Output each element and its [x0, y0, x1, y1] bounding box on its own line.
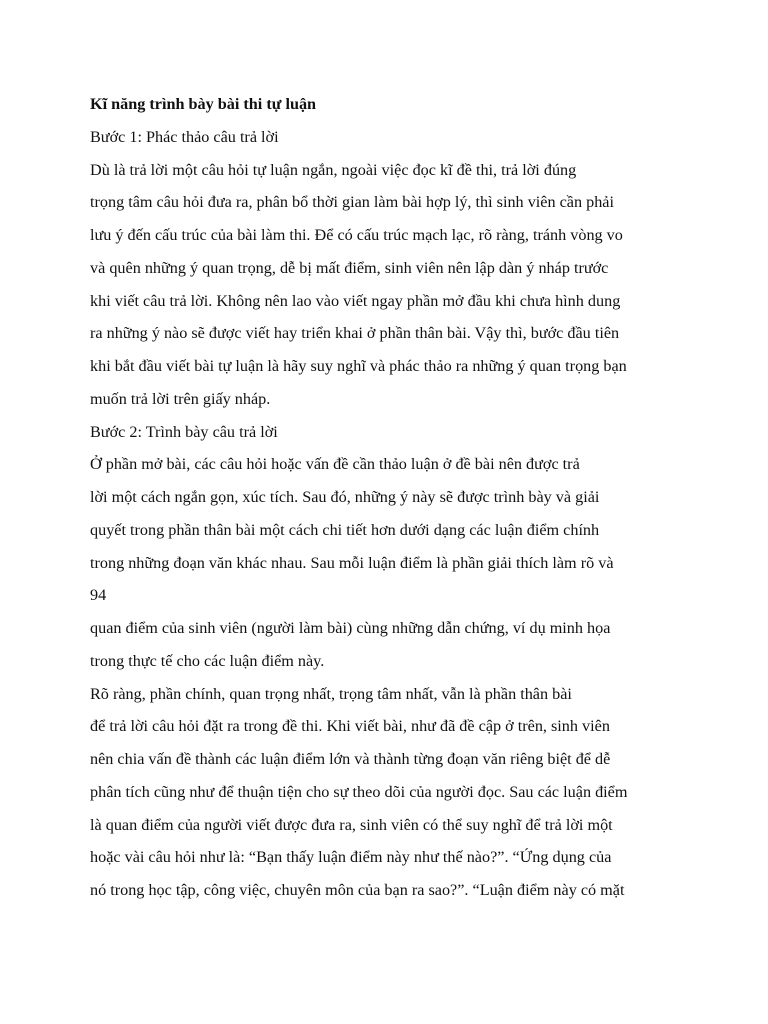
text-line: trọng tâm câu hỏi đưa ra, phân bổ thời gian làm bài hợp lý, thì sinh viên cần phải: [90, 193, 614, 212]
step-2-heading: Bước 2: Trình bày câu trả lời: [90, 422, 278, 441]
text-line: trong thực tế cho các luận điểm này.: [90, 651, 325, 670]
text-line: là quan điểm của người viết được đưa ra, sinh viên có thể suy nghĩ để trả lời một: [90, 815, 613, 834]
text-line: muốn trả lời trên giấy nháp.: [90, 389, 271, 408]
text-line: ra những ý nào sẽ được viết hay triển khai ở phần thân bài. Vậy thì, bước đầu tiên: [90, 324, 620, 343]
text-line: để trả lời câu hỏi đặt ra trong đề thi. Khi viết bài, như đã đề cập ở trên, sinh viên: [90, 717, 610, 736]
step-1-heading: Bước 1: Phác thảo câu trả lời: [90, 127, 279, 146]
text-line: khi bắt đầu viết bài tự luận là hãy suy nghĩ và phác thảo ra những ý quan trọng bạn: [90, 357, 627, 375]
text-line: quan điểm của sinh viên (người làm bài) cùng những dẫn chứng, ví dụ minh họa: [90, 619, 611, 637]
text-line: hoặc vài câu hỏi như là: “Bạn thấy luận điểm này như thế nào?”. “Ứng dụng của: [90, 848, 612, 867]
text-line: phân tích cũng như để thuận tiện cho sự theo dõi của người đọc. Sau các luận điểm: [90, 782, 628, 801]
text-line: nó trong học tập, công việc, chuyên môn của bạn ra sao?”. “Luận điểm này có mặt: [90, 881, 625, 899]
text-line: Dù là trả lời một câu hỏi tự luận ngắn, ngoài việc đọc kĩ đề thi, trả lời đúng: [90, 160, 577, 179]
text-line: lưu ý đến cấu trúc của bài làm thi. Để có cấu trúc mạch lạc, rõ ràng, tránh vòng vo: [90, 226, 623, 244]
document-title: Kĩ năng trình bày bài thi tự luận: [90, 95, 317, 113]
text-line: trong những đoạn văn khác nhau. Sau mỗi luận điểm là phần giải thích làm rõ và: [90, 553, 614, 572]
text-line: nên chia vấn đề thành các luận điểm lớn và thành từng đoạn văn riêng biệt để dễ: [90, 750, 611, 768]
text-line: quyết trong phần thân bài một cách chi tiết hơn dưới dạng các luận điểm chính: [90, 520, 600, 539]
text-line: và quên những ý quan trọng, dễ bị mất điểm, sinh viên nên lập dàn ý nháp trước: [90, 258, 609, 277]
text-line: lời một cách ngắn gọn, xúc tích. Sau đó, những ý này sẽ được trình bày và giải: [90, 488, 600, 506]
page-number: 94: [90, 586, 107, 605]
text-line: Ở phần mở bài, các câu hỏi hoặc vấn đề cần thảo luận ở đề bài nên được trả: [90, 455, 580, 474]
text-line: khi viết câu trả lời. Không nên lao vào viết ngay phần mở đầu khi chưa hình dung: [90, 291, 621, 310]
document-page: [90, 88, 690, 907]
text-line: Rõ ràng, phần chính, quan trọng nhất, trọng tâm nhất, vẫn là phần thân bài: [90, 684, 572, 703]
